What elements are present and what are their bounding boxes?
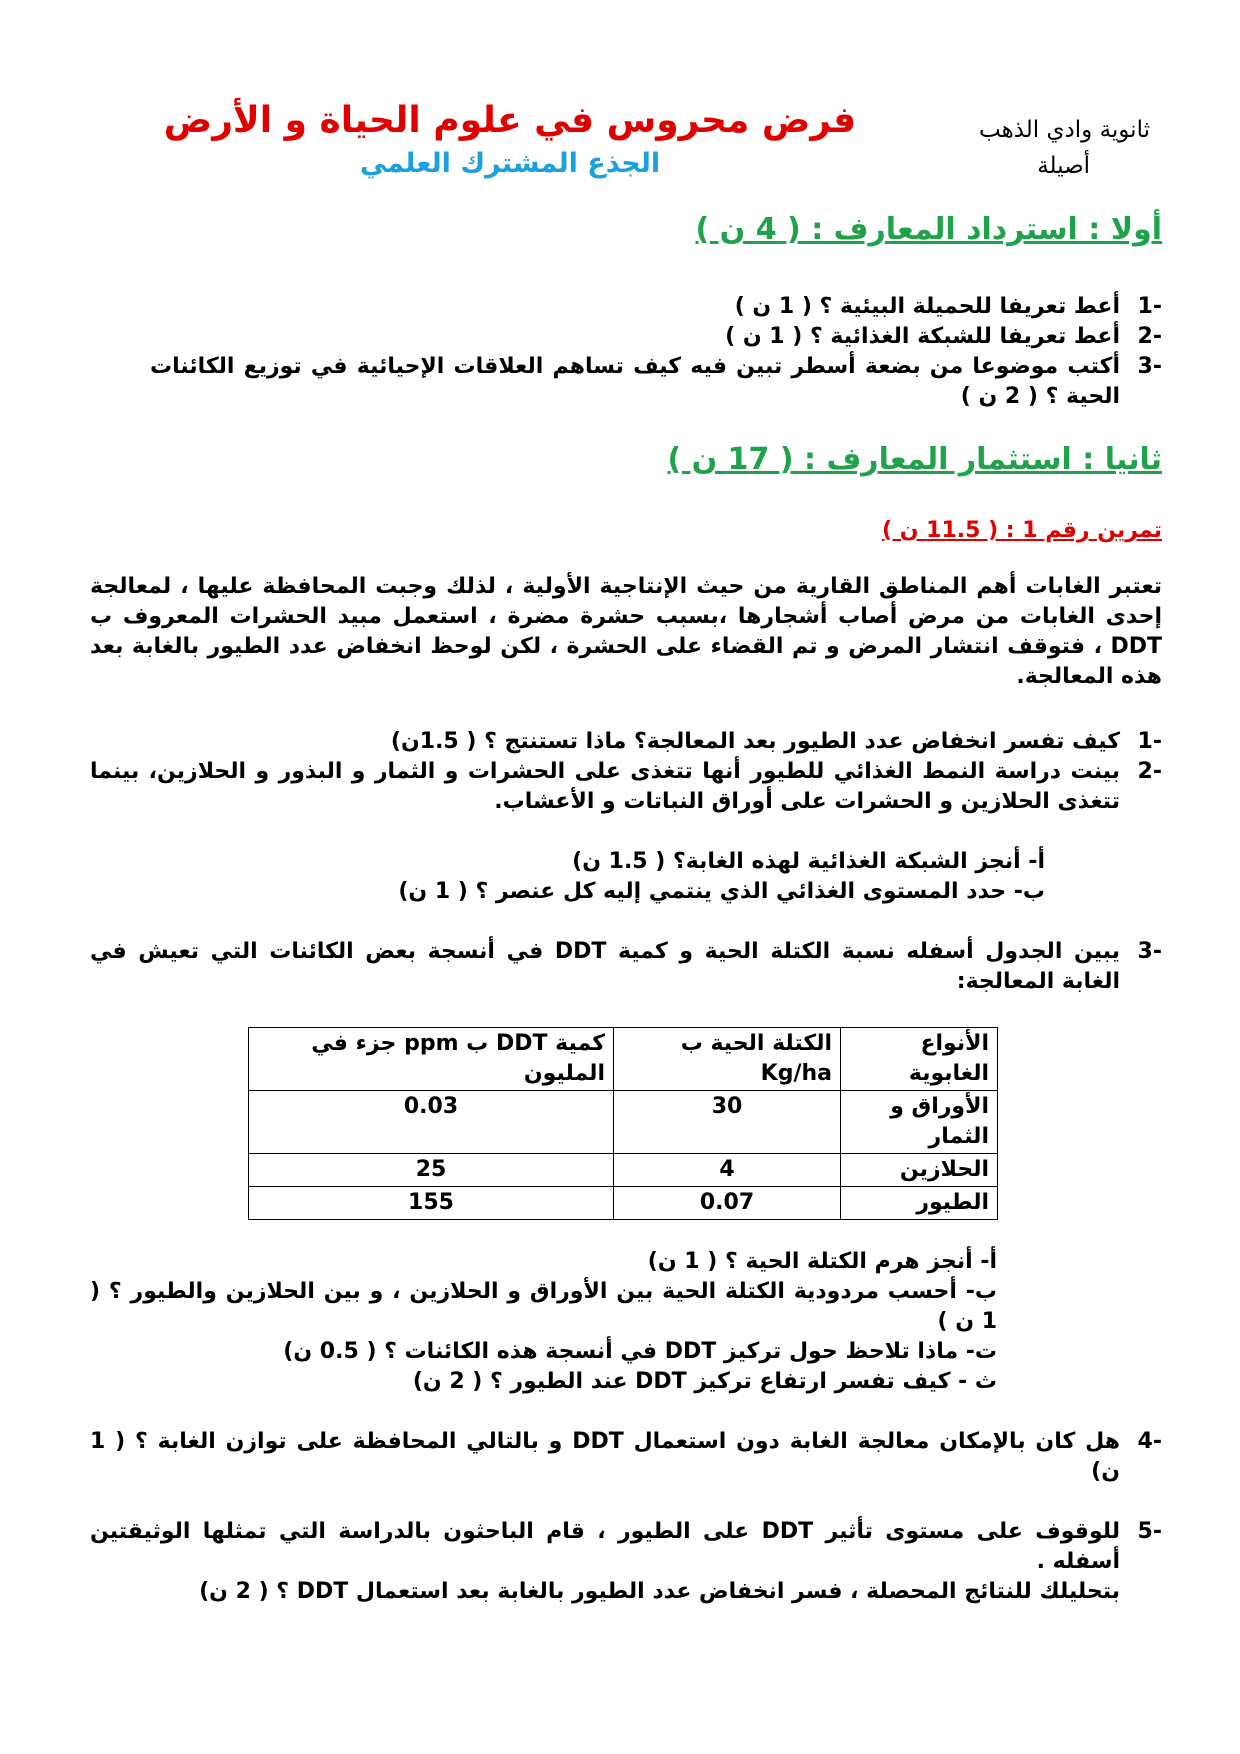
table-cell-biomass: 30 [614, 1091, 841, 1154]
table-cell-ddt: 0.03 [249, 1091, 614, 1154]
question-number: -5 [1137, 1519, 1162, 1544]
table-cell-species: الأوراق و الثمار [841, 1091, 998, 1154]
question-number: -3 [1137, 354, 1162, 379]
question-number: -2 [1137, 759, 1162, 784]
question-number: -1 [1137, 294, 1162, 319]
table-cell-species: الحلازين [841, 1154, 998, 1187]
ex-question-4 [90, 1427, 1162, 1487]
question-number: -2 [1137, 324, 1162, 349]
question-text-continued: بتحليلك للنتائج المحصلة ، فسر انخفاض عدد الطيور بالغابة بعد استعمال DDT ؟ ( 2 ن) [199, 1579, 1120, 1604]
ex-question-3a: أ- أنجز هرم الكتلة الحية ؟ ( 1 ن) [647, 1249, 997, 1274]
data-table [248, 1027, 998, 1220]
table-header-ddt: كمية DDT ب ppm جزء في المليون [249, 1028, 614, 1091]
exercise-title: تمرين رقم 1 : ( 11.5 ن ) [882, 518, 1162, 543]
school-city: أصيلة [1037, 153, 1090, 179]
exercise-intro: تعتبر الغابات أهم المناطق القارية من حيث الإنتاجية الأولية ، لذلك وجبت المحافظة عليها ، لمعالجة إحدى الغابات من مرض أصاب أشجارها ،بسبب حشرة مضرة ، استعمل مبيد الحشرات المعروف ب DDT ، فتوقف انتشار المرض و تم القضاء على الحشرة ، لكن لوحظ انخفاض عدد الطيور بالغابة بعد هذه المعالجة. [90, 574, 1162, 689]
question-text: أكتب موضوعا من بضعة أسطر تبين فيه كيف تساهم العلاقات الإحيائية في توزيع الكائنات الحية ؟ ( 2 ن ) [150, 354, 1120, 409]
table-header-row [249, 1028, 998, 1091]
question-number: -3 [1137, 939, 1162, 964]
section1-heading: أولا : استرداد المعارف : ( 4 ن ) [695, 212, 1162, 247]
page-subtitle: الجذع المشترك العلمي [359, 148, 661, 179]
ex-question-2a: أ- أنجز الشبكة الغذائية لهذه الغابة؟ ( 1.5 ن) [572, 849, 1045, 874]
school-name: ثانوية وادي الذهب [979, 117, 1150, 143]
ex-question-3b: ب- أحسب مردودية الكتلة الحية بين الأوراق و الحلازين ، و بين الحلازين والطيور ؟ ( 1 ن ) [90, 1279, 997, 1334]
table-row [249, 1154, 998, 1187]
ex-question-3c: ت- ماذا تلاحظ حول تركيز DDT في أنسجة هذه الكائنات ؟ ( 0.5 ن) [283, 1339, 997, 1364]
table-cell-ddt: 155 [249, 1187, 614, 1220]
table-header-species: الأنواع الغابوية [841, 1028, 998, 1091]
question-text: هل كان بالإمكان معالجة الغابة دون استعمال DDT و بالتالي المحافظة على توازن الغابة ؟ ( 1 ن) [90, 1429, 1120, 1484]
school-name-block [979, 112, 1150, 184]
table-cell-biomass: 4 [614, 1154, 841, 1187]
ex-question-1 [150, 727, 1162, 757]
ex-question-5 [90, 1517, 1162, 1607]
table-cell-ddt: 25 [249, 1154, 614, 1187]
section2-heading: ثانيا : استثمار المعارف : ( 17 ن ) [667, 442, 1162, 477]
s1-question-1 [100, 292, 1162, 322]
question-text: للوقوف على مستوى تأثير DDT على الطيور ، قام الباحثون بالدراسة التي تمثلها الوثيقتين أسفله . [90, 1519, 1120, 1574]
question-text: بينت دراسة النمط الغذائي للطيور أنها تتغذى على الحشرات و الثمار و البذور و الحلازين، بينما تتغذى الحلازين و الحشرات على أوراق النباتات و الأعشاب. [90, 759, 1120, 814]
table-header-biomass: الكتلة الحية ب Kg/ha [614, 1028, 841, 1091]
question-text: كيف تفسر انخفاض عدد الطيور بعد المعالجة؟ ماذا تستنتج ؟ ( 1.5ن) [390, 729, 1120, 754]
s1-question-2 [100, 322, 1162, 352]
question-text: أعط تعريفا للحميلة البيئية ؟ ( 1 ن ) [734, 294, 1120, 319]
table-cell-species: الطيور [841, 1187, 998, 1220]
ex-question-2b: ب- حدد المستوى الغذائي الذي ينتمي إليه كل عنصر ؟ ( 1 ن) [398, 879, 1045, 904]
table-row [249, 1187, 998, 1220]
question-number: -1 [1137, 729, 1162, 754]
ex-question-2 [90, 757, 1162, 817]
page-title: فرض محروس في علوم الحياة و الأرض [163, 100, 857, 141]
table-cell-biomass: 0.07 [614, 1187, 841, 1220]
question-number: -4 [1137, 1429, 1162, 1454]
ex-question-3d: ث - كيف تفسر ارتفاع تركيز DDT عند الطيور ؟ ( 2 ن) [412, 1369, 997, 1394]
table-row [249, 1091, 998, 1154]
ex-question-3 [90, 937, 1162, 997]
question-text: أعط تعريفا للشبكة الغذائية ؟ ( 1 ن ) [725, 324, 1120, 349]
question-text: يبين الجدول أسفله نسبة الكتلة الحية و كمية DDT في أنسجة بعض الكائنات التي تعيش في الغابة المعالجة: [90, 939, 1120, 994]
s1-question-3 [150, 352, 1162, 412]
